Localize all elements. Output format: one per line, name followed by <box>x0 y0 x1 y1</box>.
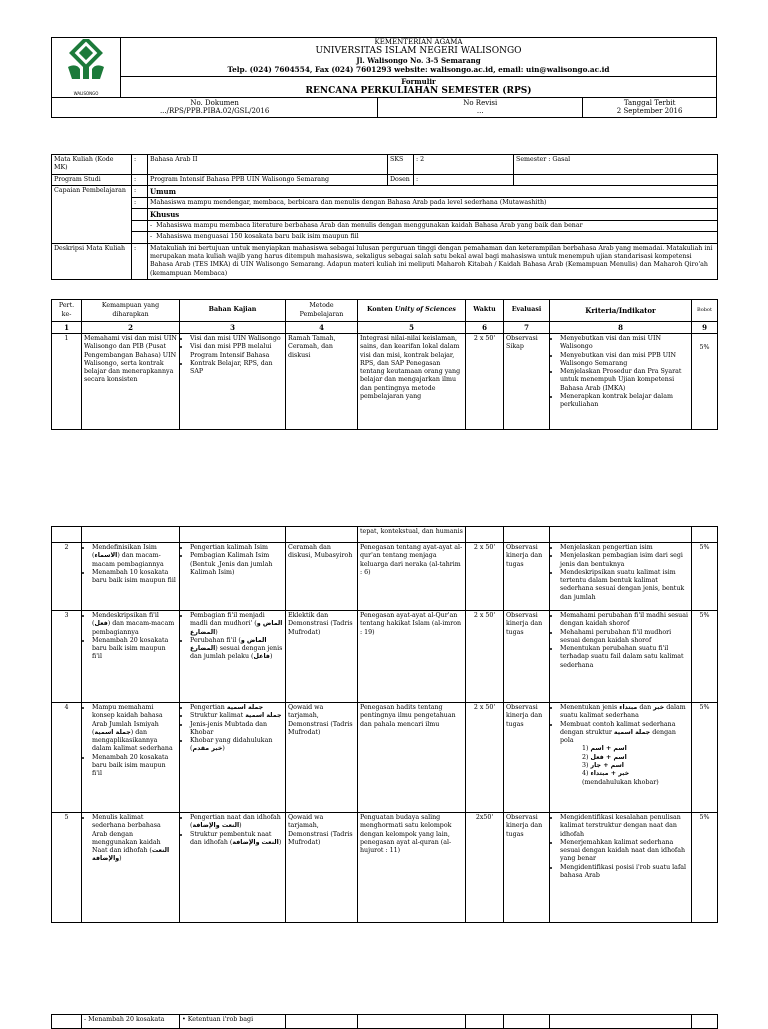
text: Mendeskripsikan fi'il ( <box>92 612 159 628</box>
list-item: • Menerapkan kontrak belajar dalam perkuliahan <box>560 393 689 410</box>
row-waktu: 2x50' <box>466 813 504 923</box>
arabic-text: والإضافة <box>232 838 260 846</box>
row-number: 2 <box>52 543 82 611</box>
umum-label: Umum <box>148 185 718 197</box>
arabic-text: مبتداء <box>619 704 638 711</box>
doc-number-value: .../RPS/PPB.PIBA.02/GSL/2016 <box>159 107 270 116</box>
khusus-item-1: - Mahasiswa mampu membaca literature berbahasa Arab dan menulis dengan menggunakan kaidah Bahasa Arab yang baik dan benar <box>148 221 718 232</box>
row-metode: Ramah Tamah, Ceramah, dan diskusi <box>286 334 358 430</box>
row-kriteria <box>550 334 692 430</box>
pola-note: (mendahulukan khobar) <box>582 778 659 786</box>
table-row <box>52 611 718 703</box>
sks-value: : 2 <box>414 155 514 175</box>
text: ) <box>222 745 225 753</box>
arabic-text: خبر مقدم <box>192 745 223 753</box>
arabic-text: النعت والإضافة <box>192 822 240 830</box>
revision-value: ... <box>476 107 484 116</box>
row-metode: Eklektik dan Demonstrasi (Tadris Mufrodat) <box>286 611 358 703</box>
list-item: • Visi dan misi UIN Walisongo <box>190 335 283 343</box>
text: ) <box>269 653 273 661</box>
table-row <box>52 813 718 923</box>
empty-cell <box>286 527 358 543</box>
khusus-item-2-text: Mahasiswa menguasai 150 kosakata baru baik isim maupun fiil <box>156 233 359 241</box>
dosen-value: : <box>414 174 514 185</box>
empty-cell <box>692 527 718 543</box>
text: Pengertian naat dan idhofah ( <box>190 814 281 830</box>
row-evaluasi: Observasi kinerja dan tugas <box>504 611 550 703</box>
col-num: 5 <box>358 322 466 334</box>
list-item: • Menambah 20 kosakata baru baik isim maupun fi'il <box>92 637 177 662</box>
deskripsi-label: Deskripsi Mata Kuliah <box>52 243 132 279</box>
arabic-text: فاعل <box>253 653 270 661</box>
row-bobot: 5% <box>692 813 718 923</box>
row-kemampuan <box>82 611 180 703</box>
list-item: • Menerjemahkan kalimat sederhana sesuai dengan kaidah naat dan idhofah yang benar <box>560 839 689 864</box>
empty-cell <box>132 209 148 221</box>
empty-cell <box>132 221 148 232</box>
empty-cell <box>52 1015 82 1029</box>
list-item <box>92 704 177 754</box>
row-waktu: 2 x 50' <box>466 611 504 703</box>
list-item: • Visi dan misi PPB melalui Program Intensif Bahasa <box>190 343 283 360</box>
university-name: UNIVERSITAS ISLAM NEGERI WALISONGO <box>121 46 717 56</box>
list-item: • Jenis-jenis Mubtada dan Khobar <box>190 721 283 738</box>
text: Menambah 20 kosakata <box>88 1016 165 1023</box>
pola-number: 3) <box>582 762 589 770</box>
list-item: • Menyebutkan visi dan misi PPB UIN Walisongo Semarang <box>560 352 689 369</box>
list-item: • Kontrak Belajar, RPS, dan SAP <box>190 360 283 377</box>
pola-item <box>582 770 689 778</box>
text: Menulis kalimat sederhana berbahasa Arab dengan menggunakan kaidah Naat dan idhofah ( <box>92 814 161 855</box>
text: Ketentuan i'rob bagi <box>187 1016 254 1023</box>
list-item: • Menjelaskan pembagian isim dari segi jenis dan bentuknya <box>560 552 689 569</box>
logo-cell <box>52 38 121 98</box>
row-bahan <box>180 611 286 703</box>
col-konten <box>358 300 466 322</box>
course-info-table <box>51 154 718 280</box>
row-kriteria <box>550 543 692 611</box>
arabic-text: خبر <box>653 704 665 711</box>
schedule-table-page3 <box>51 1014 718 1029</box>
list-item: • Menambah 10 kosakata baru baik isim maupun fiil <box>92 569 177 586</box>
text: dengan pola <box>560 728 676 745</box>
list-item: • Menjelaskan pengertian isim <box>560 544 689 552</box>
arabic-text: اسم + فعل <box>590 753 627 761</box>
row-kemampuan: - Menambah 20 kosakata <box>82 1015 180 1029</box>
list-item: • Menambah 20 kosakata baru baik isim maupun fi'il <box>92 754 177 779</box>
row-bobot: 5% <box>692 611 718 703</box>
schedule-table-top <box>51 299 718 430</box>
row-bobot: 5% <box>692 703 718 813</box>
empty-cell <box>550 527 692 543</box>
text: Mendefinisikan Isim ( <box>92 544 157 560</box>
arabic-text: النعت <box>151 847 170 855</box>
table-row <box>52 703 718 813</box>
row-konten: Penguatan budaya saling menghormati satu kelompok dengan kelompok yang lain, penegasan ayat al-quran (al-hujurot : 11) <box>358 813 466 923</box>
arabic-text: اسم + جار <box>590 762 624 770</box>
capaian-label: Capaian Pembelajaran <box>52 185 132 243</box>
row-number: 5 <box>52 813 82 923</box>
col-kemampuan: Kemampuan yang diharapkan <box>82 300 180 322</box>
semester-value: Semester : Gasal <box>514 155 718 175</box>
col-metode: Metode Pembelajaran <box>286 300 358 322</box>
khusus-item-2: - Mahasiswa menguasai 150 kosakata baru baik isim maupun fiil <box>148 232 718 243</box>
row-evaluasi: Observasi kinerja dan tugas <box>504 543 550 611</box>
row-kriteria <box>550 611 692 703</box>
pola-item <box>582 762 689 770</box>
row-kemampuan <box>82 703 180 813</box>
col-num: 3 <box>180 322 286 334</box>
text: dan <box>639 704 652 711</box>
text: ) <box>278 838 282 846</box>
list-item: • Pengertian kalimah Isim <box>190 544 283 552</box>
row-evaluasi: Observasi Sikap <box>504 334 550 430</box>
text: Khobar yang didahulukan ( <box>190 737 273 753</box>
pola-list <box>552 745 689 786</box>
pola-item <box>582 754 689 762</box>
khusus-label: Khusus <box>148 209 718 221</box>
empty-cell <box>180 527 286 543</box>
table-row <box>52 334 718 430</box>
text: Pembagian fi'il menjadi madli dan mudhori' ( <box>190 612 265 628</box>
text: ) <box>239 822 242 830</box>
col-num: 6 <box>466 322 504 334</box>
colon: : <box>132 155 148 175</box>
empty-cell <box>504 1015 550 1029</box>
col-num: 9 <box>692 322 718 334</box>
list-item <box>190 612 283 637</box>
row-kriteria <box>550 703 692 813</box>
text: ) <box>215 628 218 636</box>
row-metode: Qowaid wa tarjamah, Demonstrasi (Tadris Mufrodat) <box>286 813 358 923</box>
col-num: 8 <box>550 322 692 334</box>
list-item <box>190 704 283 712</box>
row-waktu: 2 x 50' <box>466 543 504 611</box>
doc-number-cell <box>52 98 378 118</box>
colon: : <box>132 243 148 279</box>
arabic-text: جملة اسمية <box>613 728 651 736</box>
text: ) dan mengaplikasikannya dalam kalimat sederhana <box>92 728 173 753</box>
list-item <box>92 814 177 864</box>
empty-cell <box>550 1015 692 1029</box>
col-num: 1 <box>52 322 82 334</box>
dosen-label: Dosen <box>388 174 414 185</box>
row-waktu: 2 x 50' <box>466 703 504 813</box>
list-item <box>92 544 177 569</box>
university-logo-icon <box>62 39 110 89</box>
empty-cell <box>358 1015 466 1029</box>
arabic-text: اسم + اسم <box>590 745 627 753</box>
university-contact: Telp. (024) 7604554, Fax (024) 7601293 website: walisongo.ac.id, email: uin@walisongo.ac.id <box>121 65 717 76</box>
colon: : <box>132 185 148 197</box>
empty-cell <box>286 1015 358 1029</box>
col-bahan: Bahan Kajian <box>180 300 286 322</box>
row-metode: Ceramah dan diskusi, Mubasyiroh <box>286 543 358 611</box>
row-bobot: 5% <box>692 334 718 430</box>
row-evaluasi: Observasi kinerja dan tugas <box>504 703 550 813</box>
list-item: • Mengidentifikasi posisi i'rob suatu lafal bahasa Arab <box>560 864 689 881</box>
col-num: 2 <box>82 322 180 334</box>
text: Pengertian <box>190 704 225 711</box>
row-waktu: 2 x 50' <box>466 334 504 430</box>
row-konten: Penegasan ayat-ayat al-Qur'an tentang hakikat Islam (al-imron : 19) <box>358 611 466 703</box>
course-label: Mata Kuliah (Kode MK) <box>52 155 132 175</box>
empty-cell <box>466 527 504 543</box>
row-bahan <box>180 703 286 813</box>
list-item: • Mendeskripsikan suatu kalimat isim tertentu dalam bentuk kalimat sederhana sesuai dengan jenis, bentuk dan jumlah <box>560 569 689 602</box>
header-table <box>51 37 717 118</box>
list-item: • Menjelaskan Prosedur dan Pra Syarat untuk menempuh Ujian kompetensi Bahasa Arab (IMKA) <box>560 368 689 393</box>
arabic-text: الماض و المضارع <box>190 636 267 653</box>
text: dalam suatu kalimat sederhana <box>560 704 686 720</box>
text: Struktur kalimat <box>190 712 244 720</box>
empty-cell <box>514 174 718 185</box>
arabic-text: والإضافة <box>92 855 120 863</box>
list-item: • Mehahami perubahan fi'il mudhori sesuai dengan kaidah shorof <box>560 629 689 646</box>
text: Perubahan fi'il ( <box>190 636 241 644</box>
issue-date-value: 2 September 2016 <box>616 107 683 116</box>
row-bahan <box>180 813 286 923</box>
doc-number-label: No. Dokumen <box>190 99 239 107</box>
col-evaluasi: Evaluasi <box>504 300 550 322</box>
col-bobot: Bobot <box>692 300 718 322</box>
col-konten-italic: Unity of Sciences <box>394 306 456 314</box>
pola-item <box>582 745 689 753</box>
revision-cell <box>378 98 583 118</box>
deskripsi-text: Matakuliah ini bertujuan untuk menyiapkan mahasiswa sebagai lulusan perguruan tinggi dengan pemahaman dan keterampilan berbahasa Arab yang memadai. Matakuliah ini merupakan mata kuliah wajib yang harus ditempuh mahasiswa, sekaligus sebagai salah satu bekal awal bagi mahasiswa untuk menempuh ujian standarisasi kompetensi Bahasa Arab (TES IMKA) di UIN Walisongo Semarang. Adapun materi kuliah ini meliputi Maharoh Kitabah / Kaidah Bahasa Arab (Kemampuan Menulis) dan Maharoh Qiro'ah (kemampuan Membaca) <box>148 243 718 279</box>
course-name: Bahasa Arab II <box>148 155 388 175</box>
row-konten: tepat, kontekstual, dan humanis <box>358 527 466 543</box>
ministry-name: KEMENTERIAN AGAMA <box>121 38 717 47</box>
list-item: • Mengidentifikasi kesalahan penulisan kalimat terstruktur dengan naat dan idhofah <box>560 814 689 839</box>
list-item <box>190 712 283 720</box>
pola-number: 4) <box>582 770 589 778</box>
text: ) sesuai dengan jenis dan jumlah pelaku ( <box>190 645 283 661</box>
list-item: • Menentukan perubahan suatu fi'il terhadap suatu fail dalam satu kalimat sederhana <box>560 645 689 670</box>
row-number: 1 <box>52 334 82 430</box>
arabic-text: جملة اسمية <box>245 712 282 720</box>
row-evaluasi: Observasi kinerja dan tugas <box>504 813 550 923</box>
arabic-text: الاسماء <box>94 552 118 560</box>
list-item <box>190 737 283 754</box>
pola-number: 2) <box>582 753 589 761</box>
arabic-text: خبر + مبتداء <box>590 770 630 778</box>
col-kriteria: Kriteria/Indikator <box>550 300 692 322</box>
row-bahan <box>180 543 286 611</box>
form-label: Formulir <box>121 76 717 86</box>
table-row <box>52 527 718 543</box>
text: Menentukan jenis <box>560 704 618 711</box>
row-number: 3 <box>52 611 82 703</box>
issue-date-label: Tanggal Terbit <box>623 99 676 107</box>
arabic-text: النعت <box>261 838 279 846</box>
row-konten: Penegasan tentang ayat-ayat al-qur'an tentang menjaga keluarga dari neraka (al-tahrim : 6) <box>358 543 466 611</box>
table-row <box>52 543 718 611</box>
list-item <box>92 612 177 637</box>
row-kemampuan <box>82 543 180 611</box>
program-label: Program Studi <box>52 174 132 185</box>
umum-text: Mahasiswa mampu mendengar, membaca, berbicara dan menulis dengan Bahasa Arab pada level sederhana (Mutawashith) <box>148 197 718 208</box>
row-bahan: • Ketentuan i'rob bagi <box>180 1015 286 1029</box>
text: Struktur pembentuk naat dan idhofah ( <box>190 830 272 846</box>
empty-cell <box>692 1015 718 1029</box>
list-item <box>560 704 689 721</box>
list-item: • Menyebutkan visi dan misi UIN Walisongo <box>560 335 689 352</box>
colon: : <box>132 197 148 208</box>
sks-label: SKS <box>388 155 414 175</box>
revision-label: No Revisi <box>463 99 498 107</box>
empty-cell <box>132 232 148 243</box>
row-konten: Penegasan hadits tentang pentingnya ilmu pengetahuan dan pahala mencari ilmu <box>358 703 466 813</box>
row-kemampuan <box>82 813 180 923</box>
arabic-text: جملة اسمية <box>226 704 264 711</box>
row-bahan <box>180 334 286 430</box>
col-num: 4 <box>286 322 358 334</box>
list-item <box>190 831 283 848</box>
arabic-text: الماض و المضارع <box>190 620 283 636</box>
row-kemampuan: Memahami visi dan misi UIN Walisongo dan PIB (Pusat Pengembangan Bahasa) UIN Walisongo, serta kontrak belajar dan menerapkannya secara konsisten <box>82 334 180 430</box>
text: ) dan macam-macam pembagiannya <box>92 552 164 568</box>
col-konten-label: Konten <box>367 306 393 314</box>
list-item: • Memahami perubahan fi'il madhi sesuai dengan kaidah shorof <box>560 612 689 629</box>
colon: : <box>132 174 148 185</box>
program-name: Program Intensif Bahasa PPB UIN Walisongo Semarang <box>148 174 388 185</box>
list-item <box>560 721 689 746</box>
pola-number: 1) <box>582 745 589 753</box>
row-number: 4 <box>52 703 82 813</box>
text: ) <box>119 855 122 863</box>
row-konten: Integrasi nilai-nilai keislaman, sains, dan kearifan lokal dalam visi dan misi, kontrak belajar, RPS, dan SAP Penegasan tentang keutamaan orang yang belajar dan mengajarkan ilmu dan pentingnya metode pembelajaran yang <box>358 334 466 430</box>
arabic-text: جملة اسمية <box>94 728 131 736</box>
logo-text: WALISONGO <box>73 91 99 96</box>
empty-cell <box>466 1015 504 1029</box>
list-item <box>190 637 283 662</box>
issue-date-cell <box>583 98 717 118</box>
schedule-table-bottom <box>51 526 718 923</box>
empty-cell <box>82 527 180 543</box>
col-num: 7 <box>504 322 550 334</box>
empty-cell <box>52 527 82 543</box>
col-waktu: Waktu <box>466 300 504 322</box>
empty-cell <box>504 527 550 543</box>
text: Membuat contoh kalimat sederhana dengan struktur <box>560 720 676 736</box>
university-address: Jl. Walisongo No. 3-5 Semarang <box>121 56 717 65</box>
table-row <box>52 1015 718 1029</box>
document-title: RENCANA PERKULIAHAN SEMESTER (RPS) <box>121 86 717 98</box>
text: ) dan macam-macam pembagiannya <box>92 620 175 636</box>
text: Mampu memahami konsep kaidah bahasa Arab Jumlah Ismiyah ( <box>92 704 163 736</box>
row-metode: Qowaid wa tarjamah, Demonstrasi (Tadris Mufrodat) <box>286 703 358 813</box>
khusus-item-1-text: Mahasiswa mampu membaca literature berbahasa Arab dan menulis dengan menggunakan kaidah Bahasa Arab yang baik dan benar <box>156 222 583 230</box>
col-pert: Pert. ke- <box>52 300 82 322</box>
list-item <box>190 814 283 831</box>
list-item: • Pembagian Kalimah Isim (Bentuk ,Jenis dan jumlah Kalimah Isim) <box>190 552 283 577</box>
row-bobot: 5% <box>692 543 718 611</box>
row-kriteria <box>550 813 692 923</box>
arabic-text: فعل <box>94 620 108 628</box>
